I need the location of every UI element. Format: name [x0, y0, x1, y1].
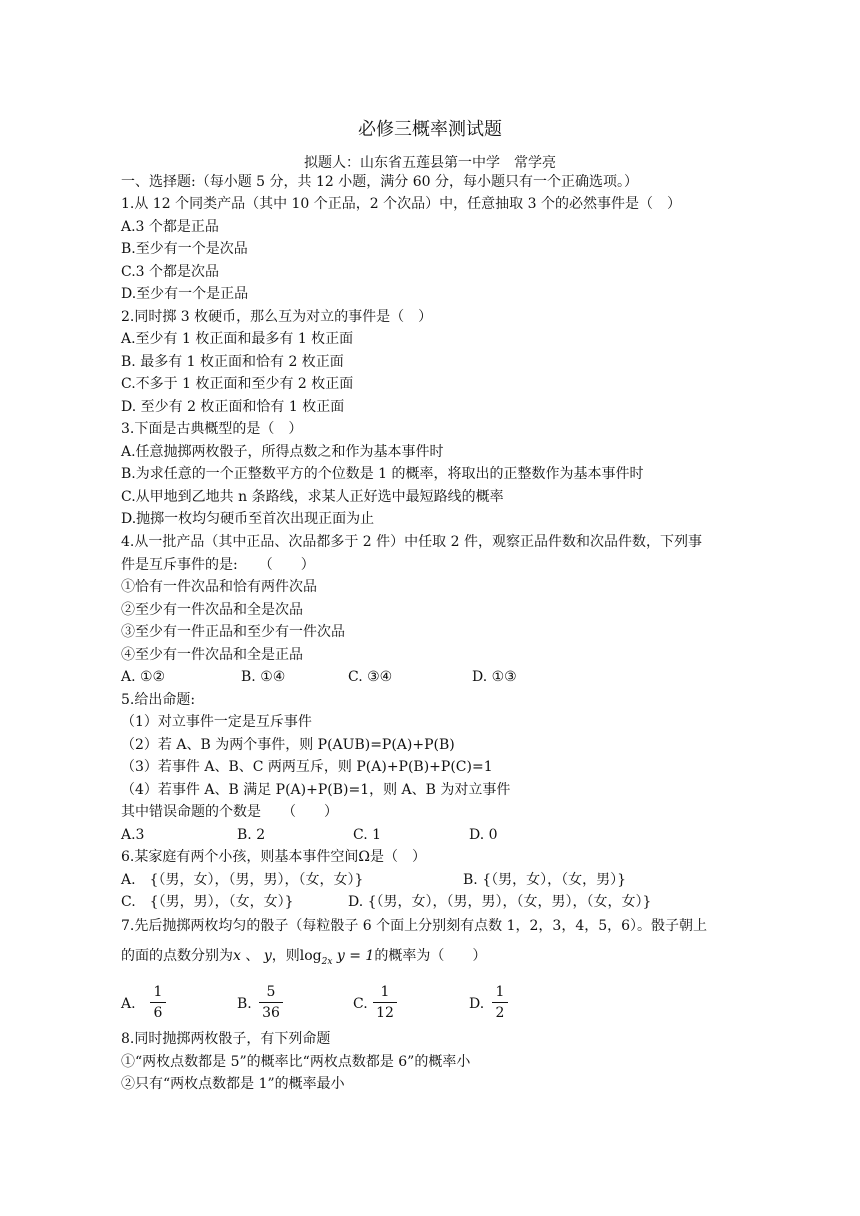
question-8-statement-1: ①“两枚点数都是 5”的概率比“两枚点数都是 6”的概率小: [121, 1054, 471, 1070]
fraction-bar: [373, 1002, 397, 1003]
variable-x: x: [233, 948, 241, 964]
fraction-bar: [259, 1002, 283, 1003]
question-7-option-c-label: C.: [353, 996, 368, 1012]
fraction-denominator: 36: [262, 1005, 280, 1021]
question-7-option-a-fraction: [150, 983, 166, 1022]
question-2-option-d: D. 至少有 2 枚正面和恰有 1 枚正面: [121, 399, 345, 415]
question-3-stem: 3.下面是古典概型的是（ ）: [121, 421, 303, 437]
question-4-statement-3: ③至少有一件正品和至少有一件次品: [121, 624, 345, 640]
question-2-option-b: B. 最多有 1 枚正面和恰有 2 枚正面: [121, 354, 344, 370]
fraction-denominator: 12: [376, 1005, 394, 1021]
question-1-option-c: C.3 个都是次品: [121, 264, 220, 280]
question-5-option-a: A.3: [121, 827, 145, 843]
fraction-numerator: 1: [380, 984, 390, 1000]
question-7-option-b-fraction: [259, 983, 283, 1022]
question-4-statement-4: ④至少有一件次品和全是正品: [121, 647, 303, 663]
question-7-option-c-fraction: [373, 983, 397, 1022]
question-7-stem-post: 的概率为（ ）: [374, 948, 487, 964]
fraction-numerator: 1: [153, 984, 163, 1000]
question-2-option-c: C.不多于 1 枚正面和至少有 2 枚正面: [121, 376, 354, 392]
question-7-stem-line-1: 7.先后抛掷两枚均匀的骰子（每粒骰子 6 个面上分别刻有点数 1，2，3，4，5，6）。骰子朝上: [121, 918, 708, 934]
fraction-bar: [492, 1002, 508, 1003]
question-3-option-d: D.抛掷一枚均匀硬币至首次出现正面为止: [121, 511, 375, 527]
fraction-numerator: 5: [266, 984, 276, 1000]
question-5-proposition-2: （2）若 A、B 为两个事件，则 P(AUB)=P(A)+P(B): [121, 737, 455, 753]
question-4-option-a: A. ①②: [121, 669, 166, 685]
fraction-denominator: 6: [153, 1005, 163, 1021]
question-5-option-b: B. 2: [237, 827, 266, 843]
variable-y: y: [263, 948, 272, 964]
question-6-option-a: A. {（男，女），（男，男），（女，女）}: [121, 872, 364, 888]
question-5-proposition-3: （3）若事件 A、B、C 两两互斥，则 P(A)+P(B)+P(C)=1: [121, 759, 493, 775]
question-3-option-c: C.从甲地到乙地共 n 条路线，求某人正好选中最短路线的概率: [121, 489, 504, 505]
question-8-stem: 8.同时抛掷两枚骰子，有下列命题: [121, 1031, 331, 1047]
question-2-option-a: A.至少有 1 枚正面和最多有 1 枚正面: [121, 331, 354, 347]
question-2-stem: 2.同时掷 3 枚硬币，那么互为对立的事件是（ ）: [121, 309, 433, 325]
log-function: log: [299, 948, 322, 964]
question-6-stem: 6.某家庭有两个小孩，则基本事件空间Ω是（ ）: [121, 849, 426, 865]
question-1-option-d: D.至少有一个是正品: [121, 286, 249, 302]
fraction-numerator: 1: [495, 984, 505, 1000]
question-7-stem-mid: ，则: [271, 948, 300, 964]
question-4-stem-line-2: 件是互斥事件的是: （ ）: [121, 557, 315, 573]
question-4-option-d: D. ①③: [472, 669, 517, 685]
log-base: 2x: [321, 956, 333, 967]
question-7-stem-line-2: [121, 947, 486, 971]
question-6-option-d: D. {（男，女），（男，男），（女，男），（女，女）}: [348, 894, 652, 910]
question-7-option-d-label: D.: [469, 996, 485, 1012]
question-4-statement-2: ②至少有一件次品和全是次品: [121, 602, 303, 618]
question-7-stem-pre: 的面的点数分别为: [121, 948, 233, 964]
question-5-ask: 其中错误命题的个数是 （ ）: [121, 804, 338, 820]
question-4-stem-line-1: 4.从一批产品（其中正品、次品都多于 2 件）中任取 2 件，观察正品件数和次品件数，下列事: [121, 534, 702, 550]
fraction-denominator: 2: [495, 1005, 505, 1021]
question-7-option-d-fraction: [492, 983, 508, 1022]
question-1-stem: 1.从 12 个同类产品（其中 10 个正品，2 个次品）中，任意抽取 3 个的必然事件是（ ）: [121, 196, 681, 212]
question-4-statement-1: ①恰有一件次品和恰有两件次品: [121, 579, 317, 595]
question-8-statement-2: ②只有“两枚点数都是 1”的概率最小: [121, 1076, 345, 1092]
question-6-option-c: C. {（男，男），（女，女）}: [121, 894, 294, 910]
question-5-option-c: C. 1: [353, 827, 382, 843]
question-5-proposition-4: （4）若事件 A、B 满足 P(A)+P(B)=1，则 A、B 为对立事件: [121, 782, 511, 798]
log-expression: [299, 948, 375, 967]
question-7-option-b-label: B.: [237, 996, 252, 1012]
question-4-option-b: B. ①④: [241, 669, 286, 685]
variable-separator: 、: [240, 948, 264, 964]
author-line: 拟题人：山东省五莲县第一中学 常学亮: [304, 155, 556, 171]
fraction-bar: [150, 1002, 166, 1003]
question-7-option-a-label: A.: [121, 996, 136, 1012]
document-title: 必修三概率测试题: [358, 119, 502, 140]
question-1-option-a: A.3 个都是正品: [121, 219, 219, 235]
question-3-option-b: B.为求任意的一个正整数平方的个位数是 1 的概率，将取出的正整数作为基本事件时: [121, 466, 644, 482]
question-3-option-a: A.任意抛掷两枚骰子，所得点数之和作为基本事件时: [121, 444, 444, 460]
section-heading: 一、选择题:（每小题 5 分，共 12 小题，满分 60 分，每小题只有一个正确选项。）: [121, 174, 638, 190]
question-5-stem: 5.给出命题:: [121, 692, 196, 708]
question-5-proposition-1: （1）对立事件一定是互斥事件: [121, 714, 312, 730]
question-4-option-c: C. ③④: [348, 669, 393, 685]
log-argument: y = 1: [332, 948, 375, 964]
question-6-option-b: B. {（男，女），（女，男）}: [463, 872, 627, 888]
question-5-option-d: D. 0: [469, 827, 498, 843]
question-1-option-b: B.至少有一个是次品: [121, 241, 248, 257]
